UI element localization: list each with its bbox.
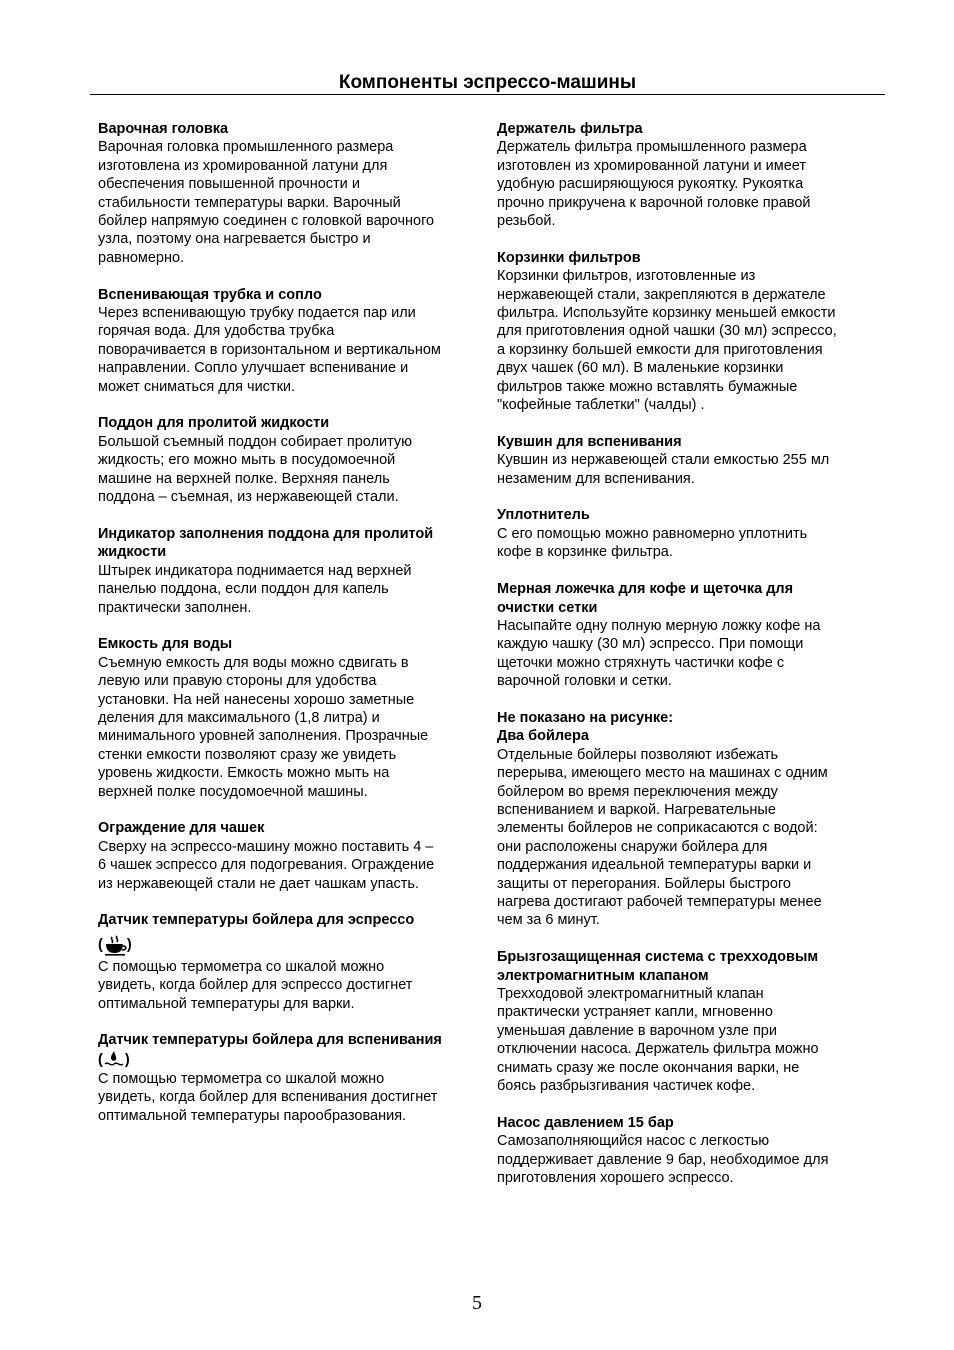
body-line: поддержания идеальной температуры варки и (497, 857, 812, 874)
paren-close: ) (124, 1051, 130, 1068)
section-frothing-jug (497, 433, 883, 488)
section-body (98, 958, 484, 1013)
title-line: Индикатор заполнения поддона для пролитой (98, 525, 434, 542)
section-body (497, 746, 883, 930)
section-body (497, 525, 883, 562)
section-brew-head (98, 120, 484, 267)
section-valve (497, 948, 883, 1095)
body-line: С его помощью можно равномерно уплотнить (497, 525, 808, 542)
section-body (497, 451, 883, 488)
section-body (98, 433, 484, 507)
body-line: Трехходовой электромагнитный клапан (497, 986, 764, 1002)
section-body (98, 838, 484, 893)
section-body (98, 562, 484, 617)
section-title: Кувшин для вспенивания (497, 433, 682, 450)
body-line: бойлером во время переключения между (497, 783, 778, 800)
body-line: чем за 6 минут. (497, 912, 600, 929)
body-line: варочной головки и сетки. (497, 673, 672, 690)
body-line: практически заполнен. (98, 599, 252, 616)
paren-open: ( (98, 1051, 103, 1068)
section-title (497, 580, 883, 617)
body-line: Сверху на эспрессо-машину можно поставить 4 – (98, 838, 434, 855)
body-line: С помощью термометра со шкалой можно (98, 1070, 385, 1087)
body-line: удобную расширяющуюся рукоятку. Рукоятка (497, 176, 804, 193)
section-body (98, 654, 484, 801)
body-line: узла, поэтому она нагревается быстро и (98, 231, 371, 248)
espresso-cup-icon (103, 937, 127, 953)
steam-drop-icon (103, 1052, 125, 1068)
body-line: поддона – съемная, из нержавеющей стали. (98, 489, 399, 506)
section-filter-baskets (497, 249, 883, 415)
body-line: Держатель фильтра промышленного размера (497, 139, 807, 156)
body-line: увидеть, когда бойлер для вспенивания достигнет (98, 1089, 438, 1106)
title-line: электромагнитным клапаном (497, 967, 709, 984)
body-line: они расположены снаружи бойлера для (497, 838, 768, 855)
body-line: Большой съемный поддон собирает пролитую (98, 433, 413, 450)
section-not-shown (497, 709, 883, 930)
body-line: Съемную емкость для воды можно сдвигать в (98, 654, 409, 671)
body-line: горячая вода. Для удобства трубка (98, 323, 335, 340)
title-rule (90, 94, 885, 95)
gauge-symbol (98, 1050, 484, 1070)
section-title: Ограждение для чашек (98, 820, 265, 837)
body-line: щеточки можно стряхнуть частички кофе с (497, 654, 785, 671)
body-line: Через вспенивающую трубку подается пар или (98, 305, 416, 322)
body-line: стенки емкости позволяют сразу же увидеть (98, 746, 397, 763)
section-body (98, 1070, 484, 1125)
page-title: Компоненты эспрессо-машины (338, 72, 637, 93)
section-espresso-gauge (98, 911, 484, 1013)
title-line: Брызгозащищенная система с трехходовым (497, 949, 819, 966)
body-line: уменьшая давление в варочном узле при (497, 1022, 777, 1039)
body-line: нержавеющей стали, закрепляются в держателе (497, 286, 826, 303)
section-title: Уплотнитель (497, 507, 590, 524)
body-line: равномерно. (98, 249, 185, 266)
body-line: резьбой. (497, 213, 556, 230)
body-line: незаменим для вспенивания. (497, 470, 695, 487)
section-title: Датчик температуры бойлера для эспрессо (98, 912, 415, 929)
body-line: фильтров также можно вставлять бумажные (497, 378, 798, 395)
body-line: увидеть, когда бойлер для эспрессо достигнет (98, 977, 413, 994)
body-line: машине на верхней полке. Верхняя панель (98, 470, 390, 487)
body-line: фильтра. Используйте корзинку меньшей емкости (497, 305, 836, 322)
section-filter-holder (497, 120, 883, 230)
body-line: С помощью термометра со шкалой можно (98, 958, 385, 975)
body-line: уровень жидкости. Емкость можно мыть на (98, 765, 390, 782)
body-line: может сниматься для чистки. (98, 378, 296, 395)
section-cup-rail (98, 819, 484, 893)
body-line: "кофейные таблетки" (чалды) . (497, 397, 705, 414)
body-line: стабильности температуры варки. Варочный (98, 194, 401, 211)
section-title: Емкость для воды (98, 636, 233, 653)
body-line: направлении. Сопло улучшает вспенивание и (98, 360, 409, 377)
body-line: практически устраняет капли, мгновенно (497, 1004, 773, 1021)
section-body (98, 138, 484, 267)
body-line: Самозаполняющийся насос с легкостью (497, 1133, 770, 1150)
section-title: Держатель фильтра (497, 121, 643, 137)
body-line: жидкость; его можно мыть в посудомоечной (98, 452, 396, 469)
section-title: Поддон для пролитой жидкости (98, 415, 330, 432)
body-line: Насыпайте одну полную мерную ложку кофе на (497, 617, 821, 634)
section-scoop-brush (497, 580, 883, 690)
section-title (497, 948, 883, 985)
body-line: верхней полке посудомоечной машины. (98, 783, 368, 800)
section-title: Насос давлением 15 бар (497, 1114, 674, 1131)
body-line: панелью поддона, если поддон для капель (98, 581, 389, 598)
body-line: перерыва, имеющего место на машинах с одним (497, 765, 828, 782)
body-line: Отдельные бойлеры позволяют избежать (497, 746, 779, 763)
section-title: Вспенивающая трубка и сопло (98, 286, 322, 303)
body-line: из нержавеющей стали не дает чашкам упасть. (98, 875, 419, 892)
section-title (98, 525, 484, 562)
body-line: поворачивается в горизонтальном и вертикальном (98, 341, 441, 358)
body-line: левую или правую стороны для удобства (98, 673, 377, 690)
body-line: боясь разбрызгивания частичек кофе. (497, 1078, 756, 1095)
body-line: минимального уровней заполнения. Прозрачные (98, 728, 429, 745)
body-line: изготовлен из хромированной латуни и имеет (497, 157, 806, 174)
paren-open: ( (98, 936, 103, 953)
body-line: кофе в корзинке фильтра. (497, 544, 673, 561)
section-body (497, 138, 883, 230)
gauge-symbol (98, 932, 484, 958)
body-line: защиты от перегорания. Бойлеры быстрого (497, 875, 791, 892)
body-line: а корзинку большей емкости для приготовления (497, 341, 823, 358)
body-line: Варочная головка промышленного размера (98, 139, 394, 156)
paren-close: ) (126, 936, 132, 953)
body-line: оптимальной температуры для варки. (98, 995, 355, 1012)
section-drip-indicator (98, 525, 484, 617)
body-line: изготовлена из хромированной латуни для (98, 157, 388, 174)
section-pump (497, 1114, 883, 1188)
left-column (98, 120, 484, 1143)
right-column (497, 120, 883, 1206)
body-line: каждую чашку (30 мл) эспрессо. При помощи (497, 636, 804, 653)
section-title: Варочная головка (98, 121, 229, 137)
section-body (98, 304, 484, 396)
body-line: установки. На ней нанесены хорошо заметные (98, 691, 415, 708)
section-body (497, 1132, 883, 1187)
body-line: обеспечения повышенной прочности и (98, 176, 360, 193)
body-line: двух чашек (60 мл). В маленькие корзинки (497, 360, 784, 377)
body-line: оптимальной температуры парообразования. (98, 1107, 407, 1124)
page-number: 5 (472, 1292, 482, 1314)
body-line: деления для максимального (1,8 литра) и (98, 709, 380, 726)
section-water-tank (98, 635, 484, 801)
body-line: приготовления хорошего эспрессо. (497, 1170, 734, 1187)
body-line: 6 чашек эспрессо для подогревания. Ограждение (98, 857, 435, 874)
body-line: вспениванием и варкой. Нагревательные (497, 801, 776, 818)
section-subtitle: Два бойлера (497, 728, 589, 745)
body-line: снимать сразу же после окончания варки, не (497, 1059, 800, 1076)
section-title: Датчик температуры бойлера для вспенивания (98, 1032, 442, 1049)
section-body (497, 267, 883, 414)
body-line: Кувшин из нержавеющей стали емкостью 255 мл (497, 452, 830, 469)
body-line: прочно прикручена к варочной головке правой (497, 194, 811, 211)
section-body (497, 985, 883, 1095)
section-body (497, 617, 883, 691)
body-line: отключении насоса. Держатель фильтра можно (497, 1041, 819, 1058)
section-title: Не показано на рисунке: (497, 709, 674, 726)
title-line: Мерная ложечка для кофе и щеточка для (497, 581, 794, 598)
body-line: бойлер напрямую соединен с головкой варочного (98, 213, 435, 230)
section-tamper (497, 506, 883, 561)
section-drip-tray (98, 414, 484, 506)
section-steam-gauge (98, 1031, 484, 1125)
body-line: Корзинки фильтров, изготовленные из (497, 268, 756, 285)
body-line: элементы бойлеров не соприкасаются с водой: (497, 820, 818, 837)
section-frothing-tube (98, 286, 484, 396)
body-line: поддерживает давление 9 бар, необходимое для (497, 1151, 829, 1168)
title-line: жидкости (98, 544, 167, 561)
body-line: для приготовления одной чашки (30 мл) эспрессо, (497, 323, 837, 340)
body-line: Штырек индикатора поднимается над верхней (98, 562, 412, 579)
section-title: Корзинки фильтров (497, 249, 641, 266)
title-line: очистки сетки (497, 599, 598, 616)
body-line: нагрева достигают рабочей температуры менее (497, 893, 822, 910)
